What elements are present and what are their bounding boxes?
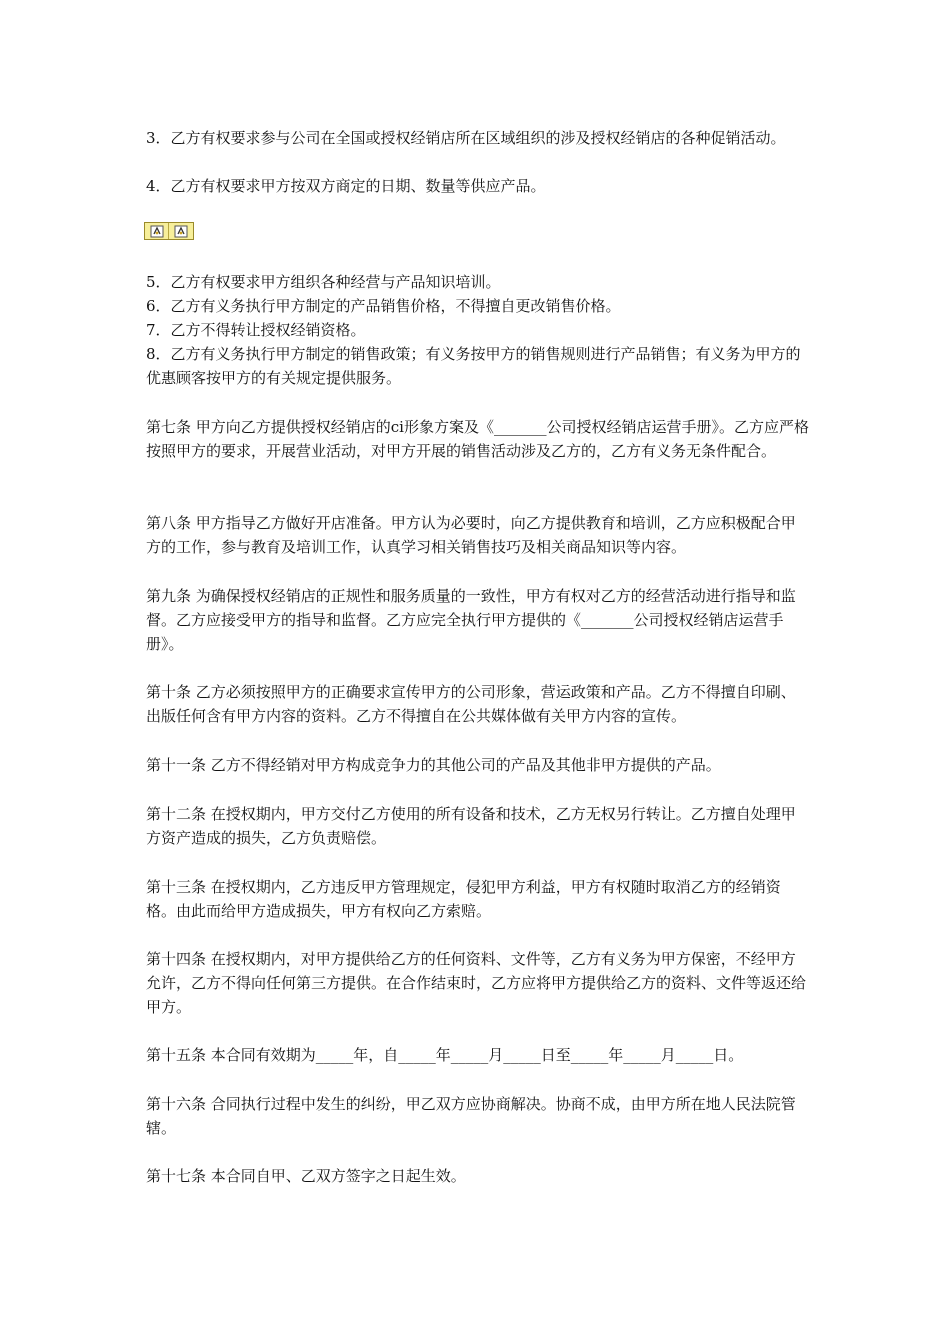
article-16: 第十六条 合同执行过程中发生的纠纷，甲乙双方应协商解决。协商不成，由甲方所在地人民法院管辖。 <box>146 1095 796 1137</box>
clause-item-8: 8．乙方有义务执行甲方制定的销售政策；有义务按甲方的销售规则进行产品销售；有义务为甲方的优惠顾客按甲方的有关规定提供服务。 <box>146 345 801 387</box>
article-15: 第十五条 本合同有效期为_____年，自_____年_____月_____日至_____年_____月_____日。 <box>146 1046 744 1064</box>
article-14: 第十四条 在授权期内，对甲方提供给乙方的任何资料、文件等，乙方有义务为甲方保密，不经甲方允许，乙方不得向任何第三方提供。在合作结束时，乙方应将甲方提供给乙方的资料、文件等返还给甲方。 <box>146 950 807 1016</box>
article-17: 第十七条 本合同自甲、乙双方签字之日起生效。 <box>146 1167 466 1185</box>
link-icon[interactable] <box>145 223 169 239</box>
article-8: 第八条 甲方指导乙方做好开店准备。甲方认为必要时，向乙方提供教育和培训，乙方应积极配合甲方的工作，参与教育及培训工作，认真学习相关销售技巧及相关商品知识等内容。 <box>146 514 796 556</box>
article-9: 第九条 为确保授权经销店的正规性和服务质量的一致性，甲方有权对乙方的经营活动进行指导和监督。乙方应接受甲方的指导和监督。乙方应完全执行甲方提供的《_______公司授权经销店运营手册》。 <box>146 587 796 653</box>
article-7: 第七条 甲方向乙方提供授权经销店的ci形象方案及《_______公司授权经销店运营手册》。乙方应严格按照甲方的要求，开展营业活动，对甲方开展的销售活动涉及乙方的，乙方有义务无条件配合。 <box>146 418 809 460</box>
embedded-object-toolbar[interactable] <box>144 222 194 240</box>
article-11: 第十一条 乙方不得经销对甲方构成竞争力的其他公司的产品及其他非甲方提供的产品。 <box>146 756 721 774</box>
link-icon[interactable] <box>169 223 192 239</box>
article-12: 第十二条 在授权期内，甲方交付乙方使用的所有设备和技术，乙方无权另行转让。乙方擅自处理甲方资产造成的损失，乙方负责赔偿。 <box>146 805 796 847</box>
clause-item-6: 6．乙方有义务执行甲方制定的产品销售价格，不得擅自更改销售价格。 <box>146 297 621 315</box>
clause-item-4: 4．乙方有权要求甲方按双方商定的日期、数量等供应产品。 <box>146 177 546 195</box>
clause-item-7: 7．乙方不得转让授权经销资格。 <box>146 321 366 339</box>
clause-item-3: 3．乙方有权要求参与公司在全国或授权经销店所在区域组织的涉及授权经销店的各种促销活动。 <box>146 129 786 147</box>
article-10: 第十条 乙方必须按照甲方的正确要求宣传甲方的公司形象，营运政策和产品。乙方不得擅自印刷、出版任何含有甲方内容的资料。乙方不得擅自在公共媒体做有关甲方内容的宣传。 <box>146 683 796 725</box>
article-13: 第十三条 在授权期内，乙方违反甲方管理规定，侵犯甲方利益，甲方有权随时取消乙方的经销资格。由此而给甲方造成损失，甲方有权向乙方索赔。 <box>146 878 781 920</box>
clause-item-5: 5．乙方有权要求甲方组织各种经营与产品知识培训。 <box>146 273 501 291</box>
